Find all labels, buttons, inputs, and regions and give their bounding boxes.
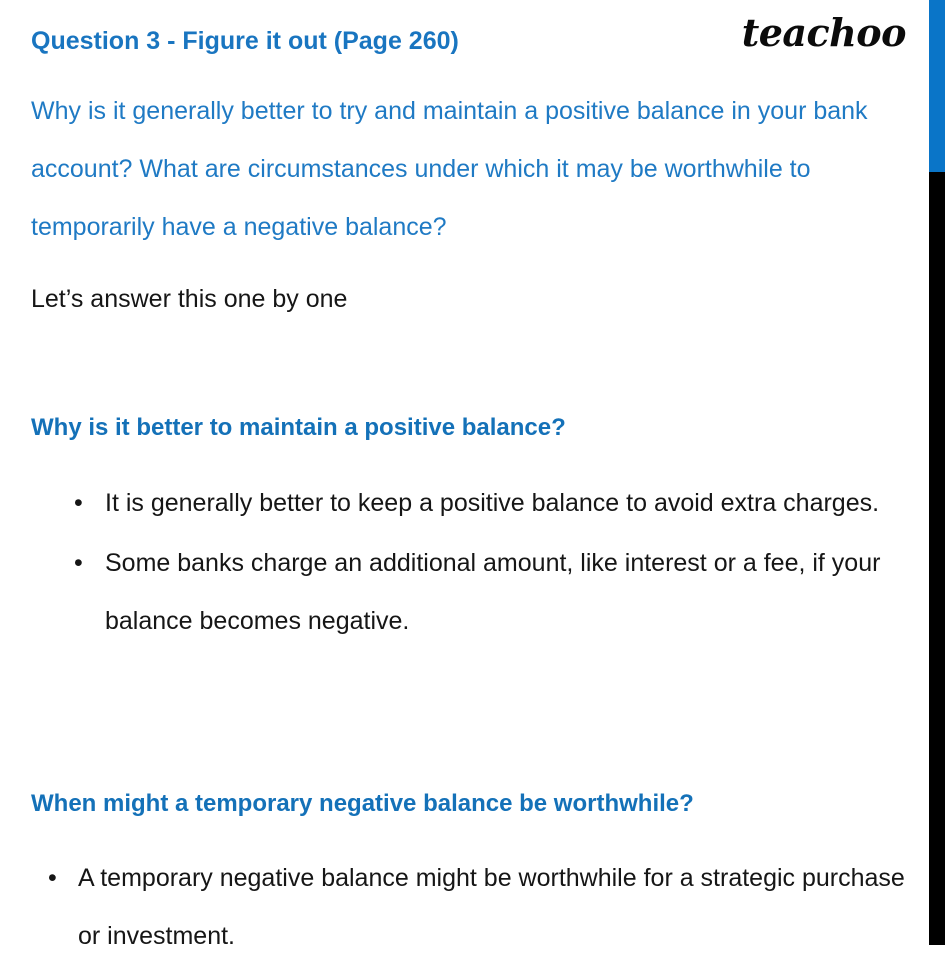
lead-in-text: Let’s answer this one by one — [31, 285, 348, 313]
right-edge-strip-blue — [929, 0, 945, 172]
question-text: Why is it generally better to try and maintain a positive balance in your bank account? What are circumstances under which it may be worthwhile to temporarily have a negative balance? — [31, 97, 868, 241]
bullet-list-positive-balance — [72, 474, 945, 652]
slide-content — [31, 0, 926, 950]
teachoo-logo: teachoo — [741, 10, 906, 55]
list-item — [72, 474, 945, 532]
bullet-dot-icon: • — [48, 864, 57, 892]
list-item-text: It is generally better to keep a positive balance to avoid extra charges. — [105, 489, 880, 517]
bullet-dot-icon: • — [74, 489, 83, 517]
list-item — [48, 849, 928, 965]
bullet-dot-icon: • — [74, 549, 83, 577]
list-item-text: A temporary negative balance might be worthwhile for a strategic purchase or investment. — [78, 864, 905, 950]
list-item-text: Some banks charge an additional amount, like interest or a fee, if your balance becomes negative. — [105, 549, 881, 635]
section-heading-positive-balance: Why is it better to maintain a positive balance? — [31, 414, 566, 441]
section-heading-negative-balance: When might a temporary negative balance be worthwhile? — [31, 790, 694, 817]
question-title: Question 3 - Figure it out (Page 260) — [31, 27, 459, 55]
bullet-list-negative-balance — [48, 849, 928, 967]
list-item — [72, 534, 945, 650]
